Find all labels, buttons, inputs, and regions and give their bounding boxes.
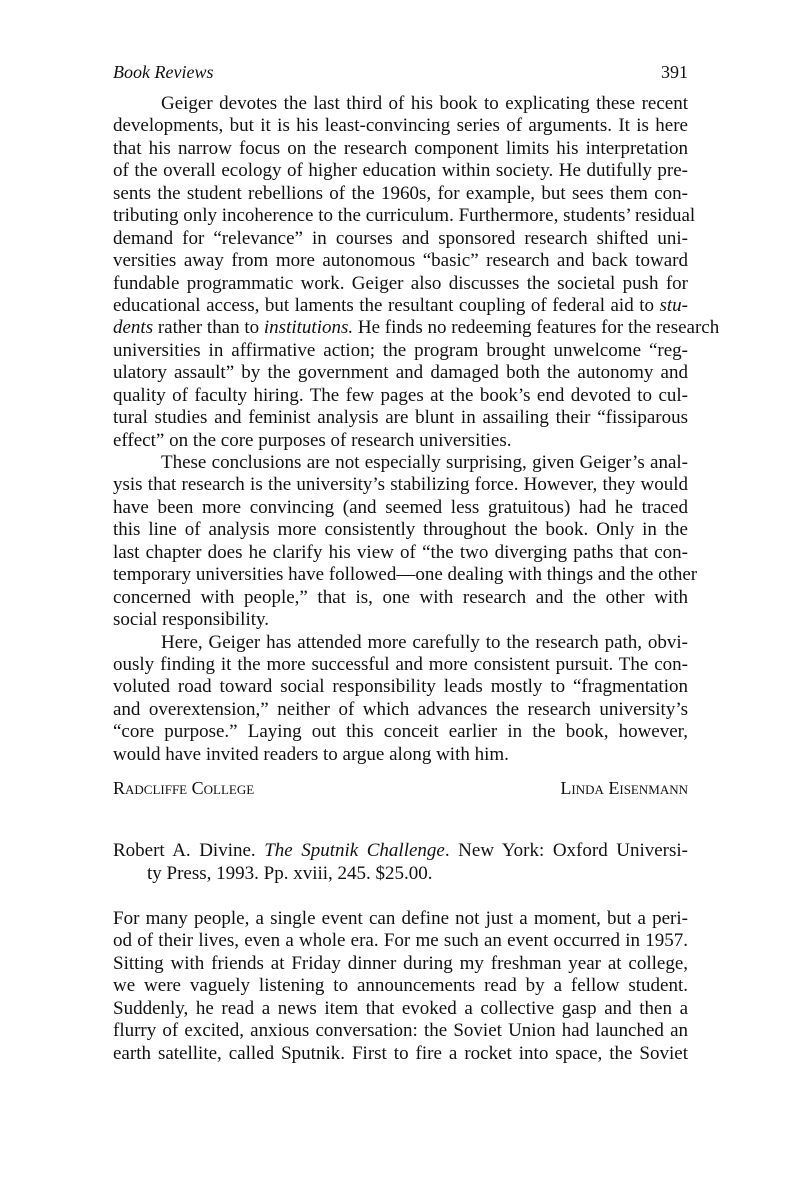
text-segment: rather than to xyxy=(153,317,264,339)
text-segment: ysis that research is the university’s stabilizing force. However, they would xyxy=(113,474,688,496)
page-body xyxy=(113,93,720,1065)
text-segment: demand for “relevance” in courses and sponsored research shifted uni- xyxy=(113,227,688,249)
reviewer-affiliation: Radcliffe College xyxy=(113,778,255,799)
text-line xyxy=(113,519,688,541)
text-line xyxy=(113,160,688,182)
text-segment: temporary universities have followed—one dealing with things and the other xyxy=(113,564,698,586)
text-segment: fundable programmatic work. Geiger also discusses the societal push for xyxy=(113,272,688,294)
text-segment: od of their lives, even a whole era. For me such an event occurred in 1957. xyxy=(113,930,688,952)
text-segment: effect” on the core purposes of research universities. xyxy=(113,429,512,451)
text-segment: Sitting with friends at Friday dinner during my freshman year at college, xyxy=(113,952,688,974)
text-segment: that his narrow focus on the research component limits his interpretation xyxy=(113,137,688,159)
text-segment: voluted road toward social responsibility leads mostly to “fragmentation xyxy=(113,676,688,698)
text-line xyxy=(113,317,720,339)
running-title: Book Reviews xyxy=(113,62,214,82)
text-line xyxy=(113,564,698,586)
text-segment: universities in affirmative action; the program brought unwelcome “reg- xyxy=(113,339,688,361)
text-segment: educational access, but laments the resultant coupling of federal aid to xyxy=(113,294,660,316)
text-line xyxy=(113,930,688,952)
page-number: 391 xyxy=(661,62,688,82)
text-line xyxy=(113,362,688,384)
text-segment: tributing only incoherence to the curriculum. Furthermore, students’ residual xyxy=(113,205,696,227)
text-line xyxy=(113,273,688,295)
text-segment: quality of faculty hiring. The few pages at the book’s end devoted to cul- xyxy=(113,384,688,406)
text-line xyxy=(113,93,688,115)
text-line xyxy=(113,340,688,362)
text-line xyxy=(113,908,688,930)
text-line xyxy=(113,654,688,676)
text-line xyxy=(113,474,688,496)
text-segment: versities away from more autonomous “basic” research and back toward xyxy=(113,250,688,272)
text-line xyxy=(113,744,688,766)
italic-text: dents xyxy=(113,317,154,339)
text-line xyxy=(113,975,688,997)
text-line xyxy=(113,407,688,429)
text-segment: tural studies and feminist analysis are blunt in assailing their “fissiparous xyxy=(113,407,688,429)
text-line xyxy=(113,295,688,317)
text-line xyxy=(113,138,688,160)
text-segment: ulatory assault” by the government and damaged both the autonomy and xyxy=(113,362,688,384)
text-segment: flurry of excited, anxious conversation: the Soviet Union had launched an xyxy=(113,1020,688,1042)
text-line xyxy=(113,632,688,654)
review1-paragraph-1 xyxy=(113,93,720,452)
text-line xyxy=(113,205,696,227)
text-segment: concerned with people,” that is, one with research and the other with xyxy=(113,586,688,608)
text-line xyxy=(113,1043,688,1065)
text-segment: Robert A. Divine. xyxy=(113,840,265,862)
text-line xyxy=(113,430,688,452)
text-segment: He finds no redeeming features for the research xyxy=(353,317,720,339)
text-segment: For many people, a single event can define not just a moment, but a peri- xyxy=(113,908,688,929)
text-line xyxy=(113,228,688,250)
text-line xyxy=(113,609,688,631)
text-line xyxy=(113,183,688,205)
text-line xyxy=(113,385,688,407)
review1-paragraph-2 xyxy=(113,452,698,632)
text-segment: this line of analysis more consistently throughout the book. Only in the xyxy=(113,519,688,541)
text-line xyxy=(113,676,688,698)
text-segment: sents the student rebellions of the 1960s, for example, but sees them con- xyxy=(113,182,688,204)
text-segment: of the overall ecology of higher education within society. He dutifully pre- xyxy=(113,160,688,182)
text-segment: These conclusions are not especially surprising, given Geiger’s anal- xyxy=(161,452,688,473)
text-segment: would have invited readers to argue along with him. xyxy=(113,743,509,765)
text-line xyxy=(113,953,688,975)
text-segment: Suddenly, he read a news item that evoked a collective gasp and then a xyxy=(113,997,688,1019)
text-line xyxy=(113,250,688,272)
text-segment: and overextension,” neither of which advances the research university’s xyxy=(113,698,688,720)
text-segment: ously finding it the more successful and more consistent pursuit. The con- xyxy=(113,653,688,675)
review1-paragraph-3 xyxy=(113,632,688,767)
text-line xyxy=(113,497,688,519)
text-line xyxy=(113,721,688,743)
text-line xyxy=(113,840,688,862)
text-line xyxy=(113,863,688,885)
italic-text: stu- xyxy=(659,294,688,316)
reviewer-name: Linda Eisenmann xyxy=(560,778,688,799)
text-line xyxy=(113,115,688,137)
book-citation xyxy=(113,840,688,885)
text-segment: . New York: Oxford Universi- xyxy=(444,840,688,862)
text-segment: developments, but it is his least-convincing series of arguments. It is here xyxy=(113,115,688,137)
italic-text: institutions. xyxy=(263,317,354,339)
text-segment: earth satellite, called Sputnik. First to fire a rocket into space, the Soviet xyxy=(113,1042,688,1064)
text-line xyxy=(113,998,688,1020)
text-segment: we were vaguely listening to announcements read by a fellow student. xyxy=(113,975,688,997)
text-segment: ty Press, 1993. Pp. xviii, 245. $25.00. xyxy=(147,862,433,884)
review-signature xyxy=(113,776,688,800)
text-segment: social responsibility. xyxy=(113,609,270,631)
italic-text: The Sputnik Challenge xyxy=(264,840,445,862)
text-line xyxy=(113,1020,688,1042)
text-segment: Geiger devotes the last third of his book to explicating these recent xyxy=(161,93,688,114)
text-line xyxy=(113,587,688,609)
text-segment: have been more convincing (and seemed less gratuitous) had he traced xyxy=(113,496,688,518)
text-segment: “core purpose.” Laying out this conceit earlier in the book, however, xyxy=(113,721,688,743)
text-line xyxy=(113,452,688,474)
review2-paragraph-1 xyxy=(113,908,688,1065)
text-line xyxy=(113,699,688,721)
text-segment: Here, Geiger has attended more carefully to the research path, obvi- xyxy=(161,631,688,653)
text-segment: last chapter does he clarify his view of “the two diverging paths that con- xyxy=(113,541,688,563)
text-line xyxy=(113,542,688,564)
